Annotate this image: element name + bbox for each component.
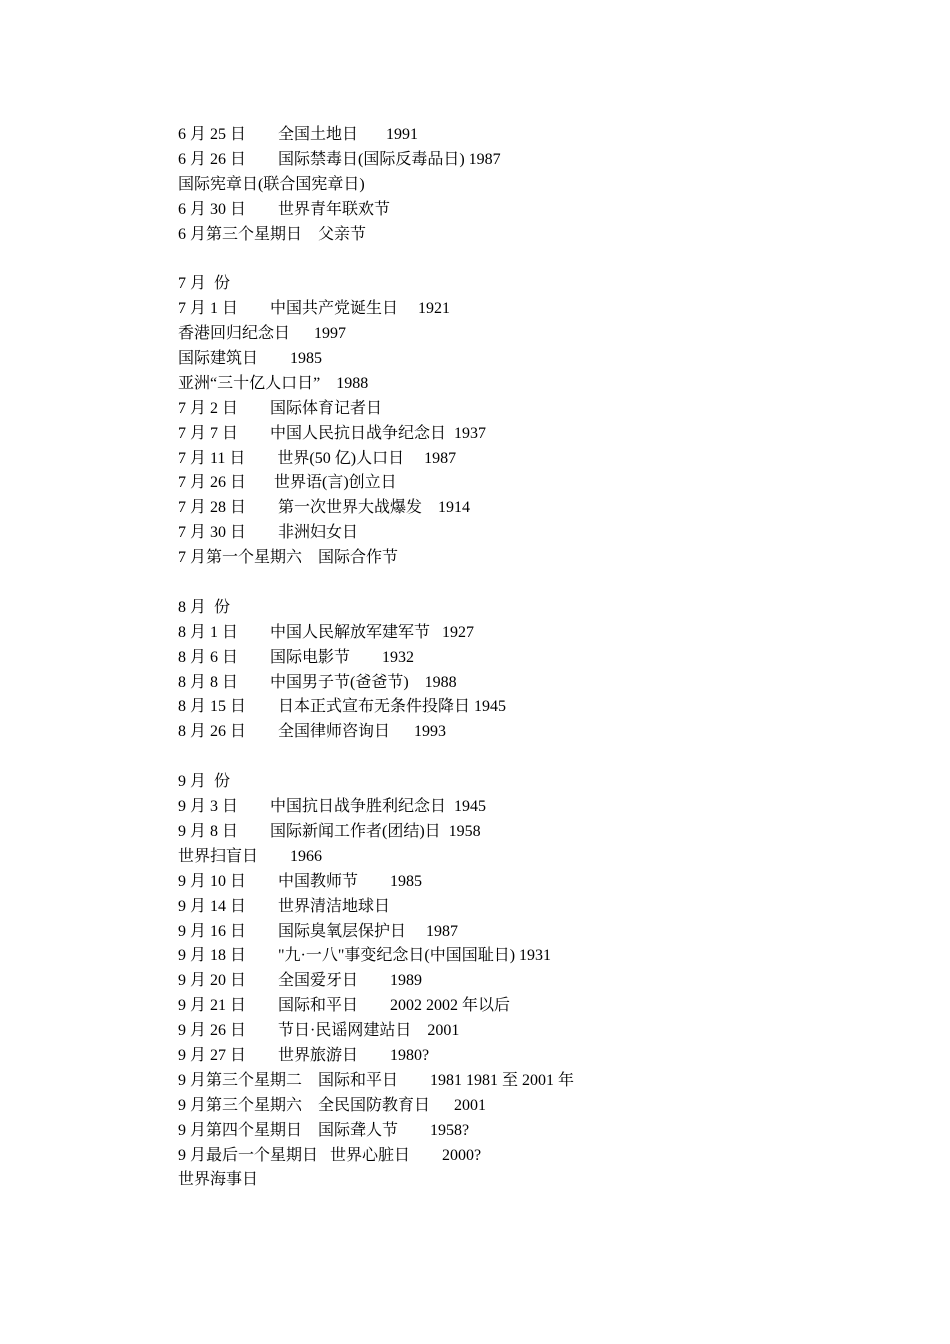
text-line: 7 月 11 日 世界(50 亿)人口日 1987 (178, 449, 457, 467)
text-line: 7 月 28 日 第一次世界大战爆发 1914 (178, 499, 471, 517)
text-line: 9 月第三个星期六 全民国防教育日 2001 (178, 1096, 487, 1114)
text-line: 6 月 30 日 世界青年联欢节 (178, 200, 391, 218)
text-line: 9 月 10 日 中国教师节 1985 (178, 872, 423, 890)
text-line: 8 月 1 日 中国人民解放军建军节 1927 (178, 623, 475, 641)
text-line: 8 月 6 日 国际电影节 1932 (178, 648, 415, 666)
text-line: 9 月 3 日 中国抗日战争胜利纪念日 1945 (178, 798, 487, 816)
text-line: 9 月 18 日 "九·一八"事变纪念日(中国国耻日) 1931 (178, 947, 552, 965)
text-line: 8 月 26 日 全国律师咨询日 1993 (178, 723, 447, 741)
text-line: 9 月 21 日 国际和平日 2002 2002 年以后 (178, 997, 511, 1015)
text-line: 7 月 30 日 非洲妇女日 (178, 524, 359, 542)
text-line: 世界扫盲日 1966 (178, 847, 323, 865)
text-line: 9 月第三个星期二 国际和平日 1981 1981 至 2001 年 (178, 1071, 575, 1089)
section-heading-september: 9 月 份 (178, 773, 231, 791)
text-line: 世界海事日 (178, 1171, 259, 1189)
text-line: 9 月 16 日 国际臭氧层保护日 1987 (178, 922, 459, 940)
text-line: 6 月 26 日 国际禁毒日(国际反毒品日) 1987 (178, 150, 501, 168)
text-line: 7 月第一个星期六 国际合作节 (178, 549, 399, 567)
text-line: 9 月最后一个星期日 世界心脏日 2000? (178, 1146, 482, 1164)
text-line: 7 月 1 日 中国共产党诞生日 1921 (178, 300, 451, 318)
text-line: 香港回归纪念日 1997 (178, 325, 347, 343)
text-line: 7 月 7 日 中国人民抗日战争纪念日 1937 (178, 424, 487, 442)
text-line: 6 月 25 日 全国土地日 1991 (178, 126, 419, 143)
document-body (178, 123, 878, 1193)
text-line: 国际建筑日 1985 (178, 350, 323, 368)
text-line: 7 月 26 日 世界语(言)创立日 (178, 474, 397, 492)
blank-line (178, 571, 878, 596)
text-line: 9 月 14 日 世界清洁地球日 (178, 897, 391, 915)
text-line: 9 月 20 日 全国爱牙日 1989 (178, 972, 423, 990)
text-line: 9 月 27 日 世界旅游日 1980? (178, 1046, 430, 1064)
text-line: 亚洲“三十亿人口日” 1988 (178, 374, 369, 392)
text-line: 8 月 8 日 中国男子节(爸爸节) 1988 (178, 673, 457, 691)
blank-line (178, 247, 878, 272)
text-line: 8 月 15 日 日本正式宣布无条件投降日 1945 (178, 698, 507, 716)
blank-line (178, 745, 878, 770)
text-line: 9 月 26 日 节日·民谣网建站日 2001 (178, 1022, 460, 1040)
text-line: 9 月 8 日 国际新闻工作者(团结)日 1958 (178, 822, 481, 840)
text-line: 6 月第三个星期日 父亲节 (178, 225, 367, 243)
section-heading-july: 7 月 份 (178, 275, 231, 293)
section-heading-august: 8 月 份 (178, 598, 231, 616)
text-line: 7 月 2 日 国际体育记者日 (178, 399, 383, 417)
text-line: 国际宪章日(联合国宪章日) (178, 175, 365, 193)
text-line: 9 月第四个星期日 国际聋人节 1958? (178, 1121, 470, 1139)
